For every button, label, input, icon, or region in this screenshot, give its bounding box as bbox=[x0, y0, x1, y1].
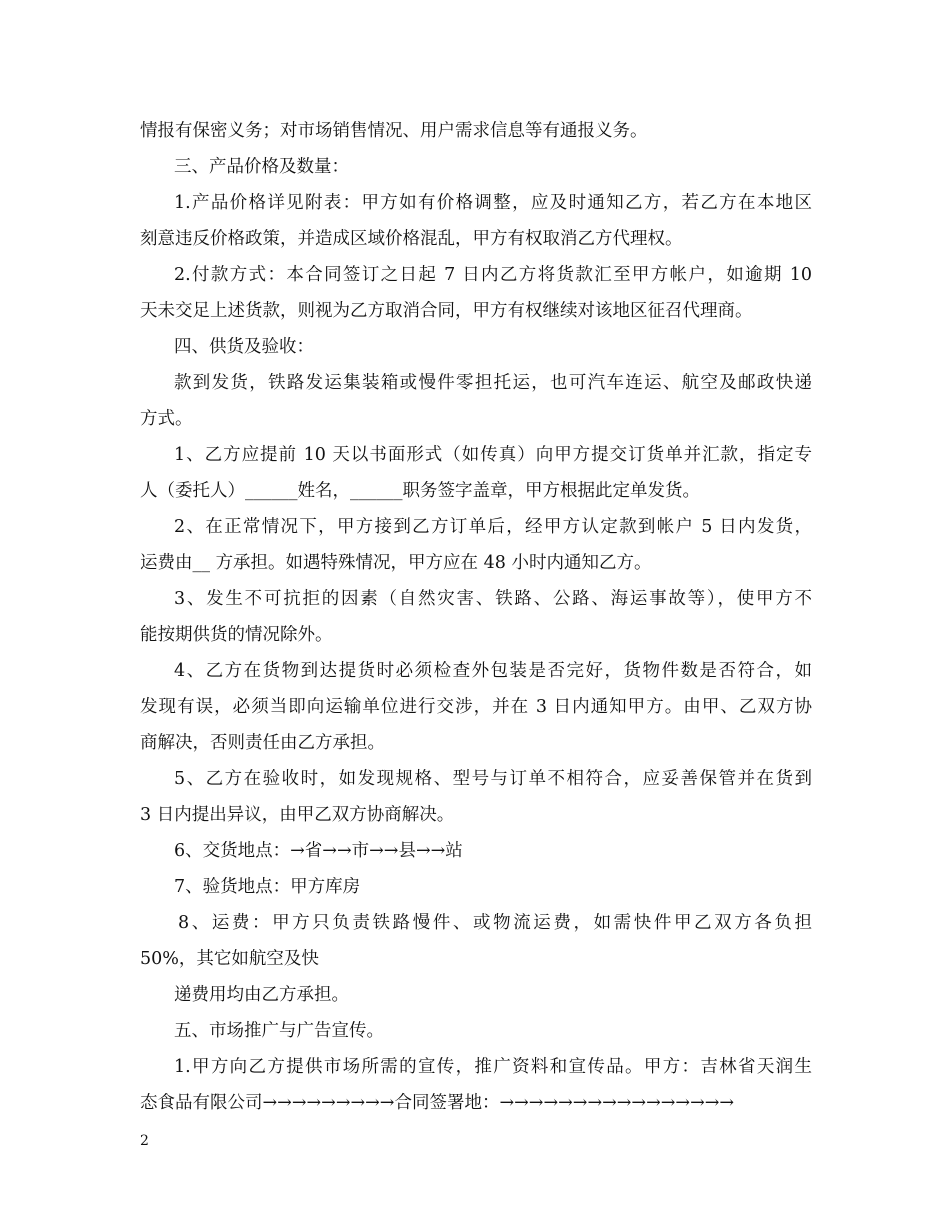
text-line-22: 7、验货地点：甲方库房 bbox=[174, 877, 361, 897]
text-line-5: 2.付款方式：本合同签订之日起 7 日内乙方将货款汇至甲方帐户，如逾期 10 bbox=[174, 265, 812, 285]
section-heading-price: 三、产品价格及数量： bbox=[174, 157, 349, 177]
text-line-19: 5、乙方在验收时，如发现规格、型号与订单不相符合，应妥善保管并在货到 bbox=[174, 769, 812, 789]
text-line-16: 4、乙方在货物到达提货时必须检查外包装是否完好，货物件数是否符合，如 bbox=[174, 661, 812, 681]
text-line-17: 发现有误，必须当即向运输单位进行交涉，并在 3 日内通知甲方。由甲、乙双方协 bbox=[140, 697, 812, 717]
text-line-13: 运费由__ 方承担。如遇特殊情况，甲方应在 48 小时内通知乙方。 bbox=[140, 553, 652, 573]
text-line-10: 1、乙方应提前 10 天以书面形式（如传真）向甲方提交订货单并汇款，指定专 bbox=[174, 445, 812, 465]
document-body bbox=[140, 113, 812, 1121]
text-line-20: 3 日内提出异议，由甲乙双方协商解决。 bbox=[140, 805, 455, 825]
text-line-18: 商解决，否则责任由乙方承担。 bbox=[140, 733, 385, 753]
text-line-1: 情报有保密义务；对市场销售情况、用户需求信息等有通报义务。 bbox=[140, 121, 648, 141]
text-line-28: 态食品有限公司→→→→→→→→→合同签署地：→→→→→→→→→→→→→→→→ bbox=[140, 1093, 735, 1113]
text-line-12: 2、在正常情况下，甲方接到乙方订单后，经甲方认定款到帐户 5 日内发货， bbox=[174, 517, 812, 537]
text-line-27: 1.甲方向乙方提供市场所需的宣传，推广资料和宣传品。甲方：吉林省天润生 bbox=[174, 1057, 812, 1077]
text-line-11: 人（委托人）______姓名，______职务签字盖章，甲方根据此定单发货。 bbox=[140, 481, 700, 501]
text-line-23: 8、运费：甲方只负责铁路慢件、或物流运费，如需快件甲乙双方各负担 bbox=[178, 913, 812, 933]
text-line-3: 1.产品价格详见附表：甲方如有价格调整，应及时通知乙方，若乙方在本地区 bbox=[174, 193, 812, 213]
text-line-9: 方式。 bbox=[140, 409, 193, 429]
section-heading-promotion: 五、市场推广与广告宣传。 bbox=[174, 1021, 384, 1041]
text-line-24: 50%，其它如航空及快 bbox=[140, 949, 319, 969]
page-number: 2 bbox=[140, 1133, 149, 1149]
text-line-4: 刻意违反价格政策，并造成区域价格混乱，甲方有权取消乙方代理权。 bbox=[140, 229, 683, 249]
text-line-15: 能按期供货的情况除外。 bbox=[140, 625, 333, 645]
section-heading-supply: 四、供货及验收： bbox=[174, 337, 314, 357]
text-line-6: 天未交足上述货款，则视为乙方取消合同，甲方有权继续对该地区征召代理商。 bbox=[140, 301, 753, 321]
text-line-25: 递费用均由乙方承担。 bbox=[174, 985, 349, 1005]
text-line-8: 款到发货，铁路发运集装箱或慢件零担托运，也可汽车连运、航空及邮政快递 bbox=[174, 373, 812, 393]
text-line-14: 3、发生不可抗拒的因素（自然灾害、铁路、公路、海运事故等），使甲方不 bbox=[174, 589, 812, 609]
text-line-21: 6、交货地点：→省→→市→→县→→站 bbox=[174, 841, 463, 861]
